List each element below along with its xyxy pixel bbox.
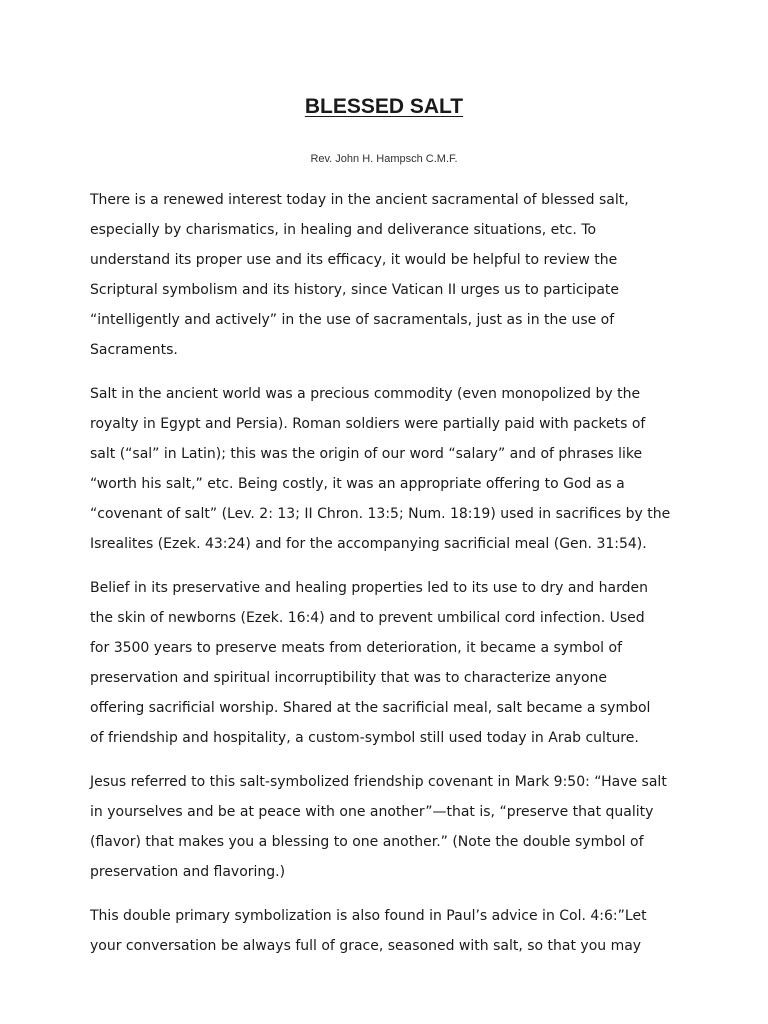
text-line: Scriptural symbolism and its history, since Vatican II urges us to participate <box>90 282 620 298</box>
text-line: This double primary symbolization is also found in Paul’s advice in Col. 4:6:”Let <box>90 908 647 924</box>
text-line: “intelligently and actively” in the use of sacramentals, just as in the use of <box>90 312 615 328</box>
paragraph-3 <box>90 573 690 753</box>
document-author: Rev. John H. Hampsch C.M.F. <box>310 153 458 165</box>
text-line: Jesus referred to this salt-symbolized friendship covenant in Mark 9:50: “Have salt <box>90 774 667 790</box>
text-line: salt (“sal” in Latin); this was the origin of our word “salary” and of phrases like <box>90 446 643 462</box>
text-line: “worth his salt,” etc. Being costly, it was an appropriate offering to God as a <box>90 476 625 492</box>
paragraph-1 <box>90 185 690 365</box>
text-line: offering sacrificial worship. Shared at the sacrificial meal, salt became a symbol <box>90 700 651 716</box>
document-body <box>90 185 690 975</box>
text-line: especially by charismatics, in healing and deliverance situations, etc. To <box>90 222 597 238</box>
text-line: Isrealites (Ezek. 43:24) and for the accompanying sacrificial meal (Gen. 31:54). <box>90 536 647 552</box>
text-line: for 3500 years to preserve meats from deterioration, it became a symbol of <box>90 640 623 656</box>
paragraph-2 <box>90 379 690 559</box>
text-line: (flavor) that makes you a blessing to one another.” (Note the double symbol of <box>90 834 644 850</box>
text-line: “covenant of salt” (Lev. 2: 13; II Chron. 13:5; Num. 18:19) used in sacrifices by the <box>90 506 671 522</box>
text-line: understand its proper use and its efficacy, it would be helpful to review the <box>90 252 618 268</box>
text-line: your conversation be always full of grace, seasoned with salt, so that you may <box>90 938 642 954</box>
text-line: There is a renewed interest today in the ancient sacramental of blessed salt, <box>90 192 629 208</box>
text-line: the skin of newborns (Ezek. 16:4) and to prevent umbilical cord infection. Used <box>90 610 645 626</box>
paragraph-5 <box>90 901 690 961</box>
text-line: royalty in Egypt and Persia). Roman soldiers were partially paid with packets of <box>90 416 646 432</box>
paragraph-4 <box>90 767 690 887</box>
text-line: of friendship and hospitality, a custom-symbol still used today in Arab culture. <box>90 730 639 746</box>
text-line: Sacraments. <box>90 342 178 358</box>
text-line: preservation and spiritual incorruptibility that was to characterize anyone <box>90 670 608 686</box>
text-line: Belief in its preservative and healing properties led to its use to dry and harden <box>90 580 648 596</box>
text-line: preservation and flavoring.) <box>90 864 286 880</box>
text-line: Salt in the ancient world was a precious commodity (even monopolized by the <box>90 386 641 402</box>
document-title <box>0 93 768 121</box>
text-line: in yourselves and be at peace with one another”—that is, “preserve that quality <box>90 804 654 820</box>
document-title-text: BLESSED SALT <box>304 95 464 118</box>
